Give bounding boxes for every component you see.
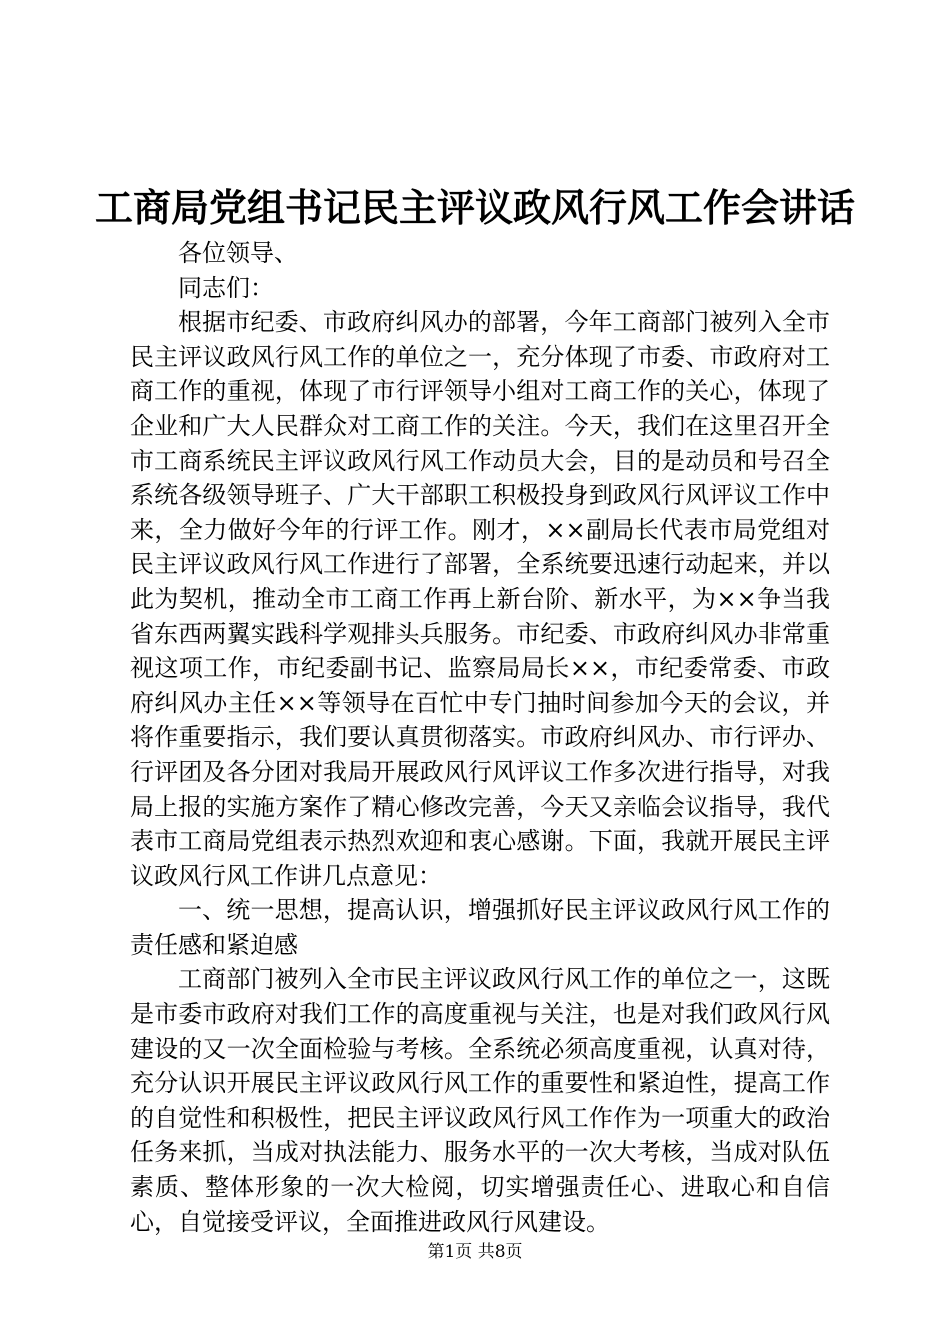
intro-paragraph: 根据市纪委、市政府纠风办的部署，今年工商部门被列入全市民主评议政风行风工作的单位之一，充分体现了市委、市政府对工商工作的重视，体现了市行评领导小组对工商工作的关心，体现了企业和广大人民群众对工商工作的关注。今天，我们在这里召开全市工商系统民主评议政风行风工作动员大会，目的是动员和号召全系统各级领导班子、广大干部职工积极投身到政风行风评议工作中来，全力做好今年的行评工作。刚才，××副局长代表市局党组对民主评议政风行风工作进行了部署，全系统要迅速行动起来，并以此为契机，推动全市工商工作再上新台阶、新水平，为××争当我省东西两翼实践科学观排头兵服务。市纪委、市政府纠风办非常重视这项工作，市纪委副书记、监察局局长××，市纪委常委、市政府纠风办主任××等领导在百忙中专门抽时间参加今天的会议，并将作重要指示，我们要认真贯彻落实。市政府纠风办、市行评办、行评团及各分团对我局开展政风行风评议工作多次进行指导，对我局上报的实施方案作了精心修改完善，今天又亲临会议指导，我代表市工商局党组表示热烈欢迎和衷心感谢。下面，我就开展民主评议政风行风工作讲几点意见： [130,308,830,890]
section-heading-1: 一、统一思想，提高认识，增强抓好民主评议政风行风工作的责任感和紧迫感 [130,896,830,959]
document-title: 工商局党组书记民主评议政风行风工作会讲话 [94,185,855,230]
salutation-line-1: 各位领导、 [178,239,298,267]
salutation-line-2: 同志们： [178,273,274,302]
page-footer: 第1页 共8页 [427,1242,523,1262]
document-body [130,236,830,1239]
section-paragraph-1: 工商部门被列入全市民主评议政风行风工作的单位之一，这既是市委市政府对我们工作的高度重视与关注，也是对我们政风行风建设的又一次全面检验与考核。全系统必须高度重视，认真对待，充分认识开展民主评议政风行风工作的重要性和紧迫性，提高工作的自觉性和积极性，把民主评议政风行风工作作为一项重大的政治任务来抓，当成对执法能力、服务水平的一次大考核，当成对队伍素质、整体形象的一次大检阅，切实增强责任心、进取心和自信心，自觉接受评议，全面推进政风行风建设。 [130,965,830,1236]
